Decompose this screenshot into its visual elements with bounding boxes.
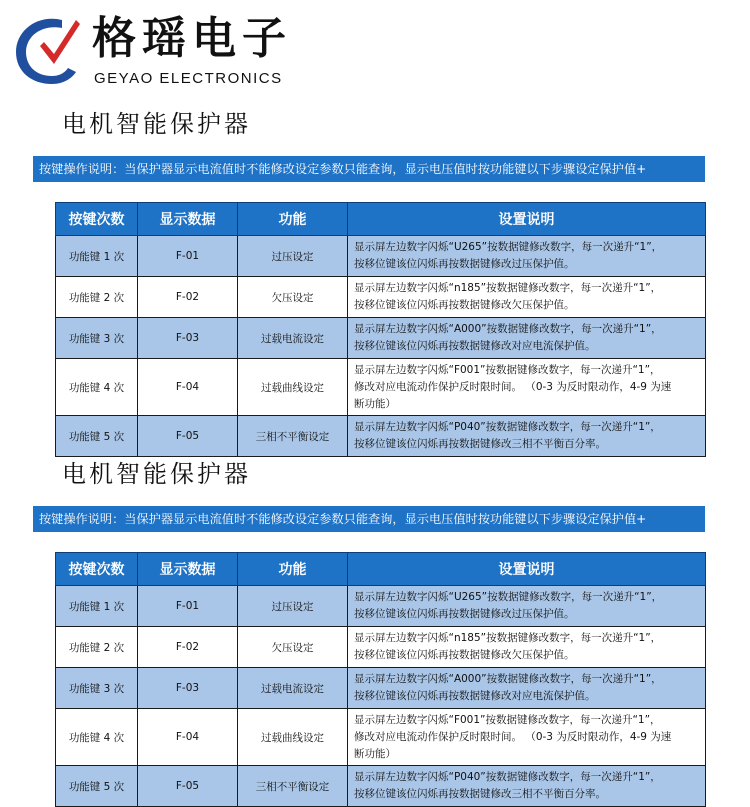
cell-presses: 功能键 3 次 [56, 668, 138, 709]
cell-function: 过载电流设定 [238, 668, 348, 709]
desc-line: 按移位键该位闪烁再按数据键修改欠压保护值。 [354, 299, 575, 311]
cell-description [348, 236, 706, 277]
desc-line: 修改对应电流动作保护反时限时间。 （0-3 为反时限动作，4-9 为速 [354, 730, 672, 743]
page-header [0, 0, 750, 100]
cell-description [348, 586, 706, 627]
section-title: 电机智能保护器 [62, 460, 251, 488]
desc-line: 显示屏左边数字闪烁“U265”按数据键修改数字，每一次递升“1”， [354, 591, 663, 603]
cell-display: F-04 [138, 359, 238, 416]
table-header-row [56, 553, 706, 586]
table-row [56, 416, 706, 457]
table-header-row [56, 203, 706, 236]
cell-display: F-02 [138, 627, 238, 668]
desc-line: 显示屏左边数字闪烁“P040”按数据键修改数字，每一次递升“1”， [354, 771, 661, 783]
desc-line: 显示屏左边数字闪烁“U265”按数据键修改数字，每一次递升“1”， [354, 241, 663, 253]
table-row [56, 627, 706, 668]
desc-line: 按移位键该位闪烁再按数据键修改三相不平衡百分率。 [354, 788, 606, 800]
table-row [56, 359, 706, 416]
cell-function: 三相不平衡设定 [238, 766, 348, 807]
cell-presses: 功能键 4 次 [56, 359, 138, 416]
cell-function: 三相不平衡设定 [238, 416, 348, 457]
cell-presses: 功能键 2 次 [56, 277, 138, 318]
cell-presses: 功能键 5 次 [56, 416, 138, 457]
desc-line: 按移位键该位闪烁再按数据键修改欠压保护值。 [354, 649, 575, 661]
cell-display: F-03 [138, 318, 238, 359]
cell-description [348, 318, 706, 359]
desc-line: 断功能） [354, 747, 396, 760]
cell-display: F-03 [138, 668, 238, 709]
desc-line: 修改对应电流动作保护反时限时间。 （0-3 为反时限动作，4-9 为速 [354, 380, 672, 393]
cell-presses: 功能键 1 次 [56, 586, 138, 627]
cell-display: F-01 [138, 586, 238, 627]
cell-description [348, 277, 706, 318]
cell-display: F-01 [138, 236, 238, 277]
cell-presses: 功能键 4 次 [56, 709, 138, 766]
cell-function: 过载电流设定 [238, 318, 348, 359]
desc-line: 显示屏左边数字闪烁“n185”按数据键修改数字，每一次递升“1”， [354, 632, 662, 644]
desc-line: 按移位键该位闪烁再按数据键修改过压保护值。 [354, 258, 575, 270]
header-description: 设置说明 [348, 203, 706, 236]
header-display: 显示数据 [138, 553, 238, 586]
brand-name-cn: 格瑶电子 [92, 13, 292, 64]
cell-presses: 功能键 1 次 [56, 236, 138, 277]
cell-display: F-02 [138, 277, 238, 318]
instruction-bar: 按键操作说明：当保护器显示电流值时不能修改设定参数只能查询，显示电压值时按功能键以下步骤设定保护值+ [33, 156, 705, 182]
table-row [56, 668, 706, 709]
cell-description [348, 668, 706, 709]
table-row [56, 709, 706, 766]
cell-function: 欠压设定 [238, 627, 348, 668]
cell-description [348, 766, 706, 807]
cell-presses: 功能键 2 次 [56, 627, 138, 668]
desc-line: 按移位键该位闪烁再按数据键修改三相不平衡百分率。 [354, 438, 606, 450]
desc-line: 按移位键该位闪烁再按数据键修改对应电流保护值。 [354, 690, 596, 702]
header-description: 设置说明 [348, 553, 706, 586]
desc-line: 显示屏左边数字闪烁“n185”按数据键修改数字，每一次递升“1”， [354, 282, 662, 294]
header-presses: 按键次数 [56, 203, 138, 236]
cell-display: F-05 [138, 766, 238, 807]
cell-presses: 功能键 5 次 [56, 766, 138, 807]
cell-function: 过载曲线设定 [238, 709, 348, 766]
table-row [56, 236, 706, 277]
desc-line: 按移位键该位闪烁再按数据键修改对应电流保护值。 [354, 340, 596, 352]
desc-line: 显示屏左边数字闪烁“A000”按数据键修改数字，每一次递升“1”， [354, 323, 662, 335]
cell-description [348, 416, 706, 457]
cell-description [348, 359, 706, 416]
cell-description [348, 709, 706, 766]
desc-line: 断功能） [354, 397, 396, 410]
geyao-logo-icon [10, 12, 82, 88]
section-title: 电机智能保护器 [62, 110, 251, 138]
header-display: 显示数据 [138, 203, 238, 236]
table-row [56, 766, 706, 807]
table-row [56, 318, 706, 359]
cell-display: F-05 [138, 416, 238, 457]
cell-presses: 功能键 3 次 [56, 318, 138, 359]
brand-name-en: GEYAO ELECTRONICS [94, 70, 283, 87]
desc-line: 显示屏左边数字闪烁“F001”按数据键修改数字，每一次递升“1”， [354, 713, 661, 726]
desc-line: 显示屏左边数字闪烁“P040”按数据键修改数字，每一次递升“1”， [354, 421, 661, 433]
cell-description [348, 627, 706, 668]
table-row [56, 586, 706, 627]
cell-function: 过压设定 [238, 586, 348, 627]
cell-function: 欠压设定 [238, 277, 348, 318]
header-presses: 按键次数 [56, 553, 138, 586]
table-row [56, 277, 706, 318]
cell-function: 过压设定 [238, 236, 348, 277]
header-function: 功能 [238, 553, 348, 586]
desc-line: 显示屏左边数字闪烁“A000”按数据键修改数字，每一次递升“1”， [354, 673, 662, 685]
settings-table [55, 202, 706, 457]
settings-table [55, 552, 706, 807]
desc-line: 按移位键该位闪烁再按数据键修改过压保护值。 [354, 608, 575, 620]
cell-function: 过载曲线设定 [238, 359, 348, 416]
instruction-bar: 按键操作说明：当保护器显示电流值时不能修改设定参数只能查询，显示电压值时按功能键以下步骤设定保护值+ [33, 506, 705, 532]
cell-display: F-04 [138, 709, 238, 766]
header-function: 功能 [238, 203, 348, 236]
desc-line: 显示屏左边数字闪烁“F001”按数据键修改数字，每一次递升“1”， [354, 363, 661, 376]
